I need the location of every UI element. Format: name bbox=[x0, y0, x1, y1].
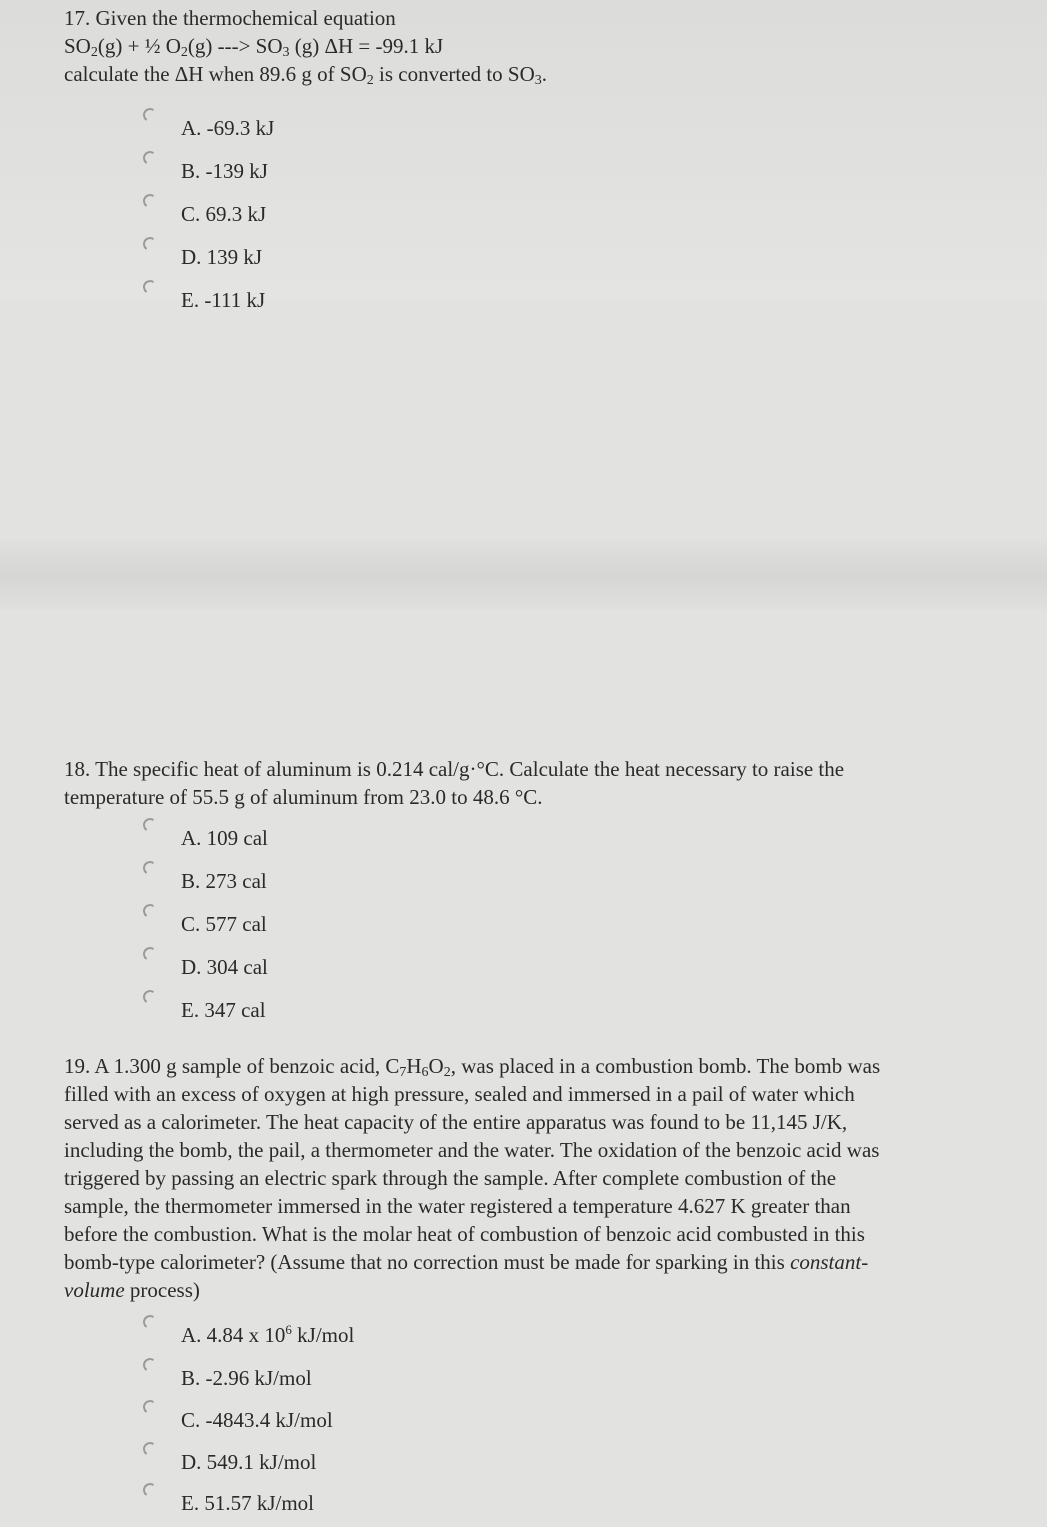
q18-choice-a[interactable] bbox=[143, 818, 543, 858]
q18-choice-e[interactable] bbox=[143, 990, 543, 1030]
choice-label: B. -2.96 kJ/mol bbox=[181, 1366, 312, 1390]
radio-button[interactable] bbox=[142, 193, 158, 209]
choice-label: B. -139 kJ bbox=[181, 159, 268, 183]
choice-label: E. -111 kJ bbox=[181, 288, 266, 312]
radio-button[interactable] bbox=[142, 860, 158, 876]
radio-button[interactable] bbox=[142, 1399, 158, 1415]
radio-button[interactable] bbox=[142, 1482, 158, 1498]
question-19-line: volume process) bbox=[64, 1278, 200, 1302]
q18-choice-c[interactable] bbox=[143, 904, 543, 944]
q17-choice-c[interactable] bbox=[143, 194, 543, 234]
radio-button[interactable] bbox=[142, 1357, 158, 1373]
choice-label: E. 347 cal bbox=[181, 998, 266, 1022]
question-19-line: including the bomb, the pail, a thermometer and the water. The oxidation of the benzoic acid was bbox=[64, 1138, 880, 1162]
q19-choice-c[interactable] bbox=[143, 1400, 543, 1440]
screen-band bbox=[0, 540, 1047, 610]
question-19 bbox=[64, 1052, 1029, 1304]
radio-button[interactable] bbox=[142, 150, 158, 166]
question-19-line: triggered by passing an electric spark through the sample. After complete combustion of the bbox=[64, 1166, 837, 1190]
question-19-line: before the combustion. What is the molar heat of combustion of benzoic acid combusted in this bbox=[64, 1222, 865, 1246]
question-19-line: served as a calorimeter. The heat capacity of the entire apparatus was found to be 11,145 J/K, bbox=[64, 1110, 848, 1134]
choice-label: D. 549.1 kJ/mol bbox=[181, 1450, 317, 1474]
radio-button[interactable] bbox=[142, 1314, 158, 1330]
question-17-equation: $SO_2(g)$ + ½ $O_2(g)$ ---> $SO_3$ (g) ΔH = -99.1 kJ bbox=[64, 34, 444, 60]
question-18 bbox=[64, 755, 1029, 811]
question-19-line: 19. A 1.300 g sample of benzoic acid, $C_7H_6O_2$, was placed in a combustion bomb. The bomb was bbox=[64, 1054, 881, 1080]
question-19-line: sample, the thermometer immersed in the water registered a temperature 4.627 K greater than bbox=[64, 1194, 851, 1218]
radio-button[interactable] bbox=[142, 1441, 158, 1457]
radio-button[interactable] bbox=[142, 903, 158, 919]
choice-label: E. 51.57 kJ/mol bbox=[181, 1491, 315, 1515]
choice-label: D. 139 kJ bbox=[181, 245, 263, 269]
q17-choice-e[interactable] bbox=[143, 280, 543, 320]
radio-button[interactable] bbox=[142, 279, 158, 295]
question-17-prompt: calculate the ΔH when 89.6 g of $SO_2$ is converted to $SO_3$. bbox=[64, 62, 547, 88]
choice-label: A. 4.84 x $10^6$ kJ/mol bbox=[181, 1322, 355, 1347]
radio-button[interactable] bbox=[142, 107, 158, 123]
q19-choice-d[interactable] bbox=[143, 1442, 543, 1482]
choice-label: C. 577 cal bbox=[181, 912, 267, 936]
q19-choice-b[interactable] bbox=[143, 1358, 543, 1398]
radio-button[interactable] bbox=[142, 817, 158, 833]
choice-label: C. -4843.4 kJ/mol bbox=[181, 1408, 333, 1432]
radio-button[interactable] bbox=[142, 946, 158, 962]
choice-label: A. -69.3 kJ bbox=[181, 116, 275, 140]
q19-choice-a[interactable] bbox=[143, 1315, 543, 1355]
q17-choice-a[interactable] bbox=[143, 108, 543, 148]
radio-button[interactable] bbox=[142, 989, 158, 1005]
q18-choice-b[interactable] bbox=[143, 861, 543, 901]
choice-label: B. 273 cal bbox=[181, 869, 267, 893]
question-18-line: 18. The specific heat of aluminum is 0.214 cal/g·°C. Calculate the heat necessary to raise the bbox=[64, 757, 845, 781]
choice-label: C. 69.3 kJ bbox=[181, 202, 267, 226]
question-19-line: bomb-type calorimeter? (Assume that no correction must be made for sparking in this constant- bbox=[64, 1250, 869, 1274]
question-18-line: temperature of 55.5 g of aluminum from 23.0 to 48.6 °C. bbox=[64, 785, 543, 809]
q17-choice-d[interactable] bbox=[143, 237, 543, 277]
question-17 bbox=[64, 4, 1029, 88]
choice-label: D. 304 cal bbox=[181, 955, 268, 979]
radio-button[interactable] bbox=[142, 236, 158, 252]
q18-choice-d[interactable] bbox=[143, 947, 543, 987]
question-17-heading: 17. Given the thermochemical equation bbox=[64, 6, 396, 30]
q17-choice-b[interactable] bbox=[143, 151, 543, 191]
q19-choice-e[interactable] bbox=[143, 1483, 543, 1523]
choice-label: A. 109 cal bbox=[181, 826, 268, 850]
question-19-line: filled with an excess of oxygen at high pressure, sealed and immersed in a pail of water which bbox=[64, 1082, 855, 1106]
